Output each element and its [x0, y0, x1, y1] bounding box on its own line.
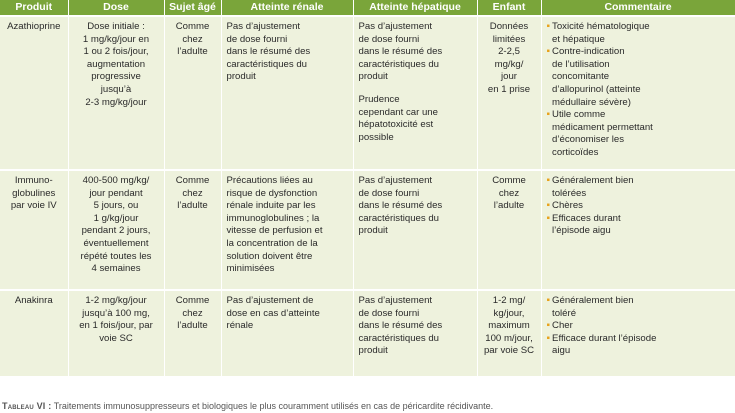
- cell-line: 1-2 mg/: [492, 295, 526, 306]
- square-bullet-icon: ▪: [546, 320, 551, 332]
- cell-enfant: [477, 170, 541, 290]
- bullet-text: [552, 175, 634, 200]
- header-enfant: Enfant: [477, 0, 541, 16]
- cell-line: augmentation: [86, 58, 146, 70]
- table-row: [0, 16, 735, 170]
- bullet-text: [552, 109, 653, 159]
- cell-line: dans le résumé des: [358, 320, 443, 332]
- cell-atteinte-hepatique: [353, 16, 477, 170]
- cell-line: immunoglobulines ; la: [226, 212, 320, 224]
- cell-line: de dose fourni: [226, 33, 288, 45]
- cell-line: de dose fourni: [358, 307, 420, 319]
- cell-line: kg/jour,: [493, 307, 525, 319]
- cell-dose: [68, 16, 164, 170]
- cell-atteinte-renale: [221, 16, 353, 170]
- cell-line: Azathioprine: [7, 21, 61, 32]
- cell-commentaire: [541, 16, 735, 170]
- cell-line: Pas d’ajustement: [226, 21, 301, 32]
- cell-line: progressive: [91, 71, 141, 83]
- cell-line: dans le résumé des: [358, 200, 443, 212]
- comment-bullet-item: [547, 333, 730, 358]
- cell-line: Données: [489, 21, 529, 32]
- cell-line: corticoïdes: [552, 146, 599, 158]
- cell-line: pendant 2 jours,: [81, 225, 151, 237]
- comment-bullet-item: [547, 200, 730, 213]
- comment-bullet-item: [547, 109, 730, 159]
- cell-line: et hépatique: [552, 33, 605, 45]
- cell-line: minimisées: [226, 263, 275, 275]
- cell-line: Cher: [552, 320, 573, 332]
- table-header-row: [0, 0, 735, 16]
- cell-line: dans le résumé des: [358, 46, 443, 58]
- cell-line: Anakinra: [14, 295, 53, 306]
- table-body: [0, 16, 735, 376]
- bullet-text: [552, 295, 634, 320]
- cell-line: rénale: [226, 320, 254, 332]
- cell-line: solution doivent être: [226, 250, 313, 262]
- cell-line: chez: [182, 187, 203, 199]
- cell-line: de dose fourni: [358, 33, 420, 45]
- square-bullet-icon: ▪: [546, 295, 551, 306]
- comment-bullet-item: [547, 175, 730, 200]
- cell-atteinte-hepatique: [353, 290, 477, 376]
- cell-line: risque de dysfonction: [226, 187, 318, 199]
- cell-line: dans le résumé des: [226, 46, 311, 58]
- cell-line: jour: [501, 71, 517, 83]
- bullet-text: [552, 333, 656, 358]
- cell-line: produit: [358, 225, 388, 237]
- square-bullet-icon: ▪: [546, 21, 551, 32]
- caption-label: Tableau VI :: [2, 401, 52, 411]
- cell-line: jusqu’à: [100, 83, 132, 95]
- cell-sujet-age: [164, 16, 221, 170]
- cell-line: Comme: [175, 175, 210, 186]
- bullet-text: [552, 320, 573, 333]
- comment-bullet-item: [547, 295, 730, 320]
- cell-atteinte-renale: [221, 170, 353, 290]
- square-bullet-icon: ▪: [546, 46, 551, 58]
- comment-bullet-item: [547, 21, 730, 46]
- cell-line: Comme: [175, 295, 210, 306]
- cell-line: chez: [182, 33, 203, 45]
- cell-line: Pas d’ajustement: [358, 175, 433, 186]
- cell-line: d’allopurinol (atteinte: [552, 83, 641, 95]
- cell-line: rénale induite par les: [226, 200, 316, 212]
- cell-line: Pas d’ajustement: [358, 295, 433, 306]
- cell-line: jour pendant: [89, 187, 143, 199]
- square-bullet-icon: ▪: [546, 212, 551, 224]
- cell-line: par voie IV: [10, 200, 57, 212]
- cell-paragraph: [227, 21, 348, 84]
- cell-line: possible: [358, 131, 394, 143]
- cell-line: 4 semaines: [91, 263, 141, 275]
- cell-line: produit: [358, 71, 388, 83]
- cell-line: Efficaces durant: [552, 212, 621, 224]
- cell-line: l’adulte: [177, 46, 208, 58]
- cell-line: Généralement bien: [552, 295, 634, 306]
- cell-line: médicament permettant: [552, 121, 653, 133]
- header-dose: Dose: [68, 0, 164, 16]
- cell-line: la concentration de la: [226, 237, 318, 249]
- cell-dose: [68, 290, 164, 376]
- cell-enfant: [477, 16, 541, 170]
- cell-line: caractéristiques du: [358, 58, 440, 70]
- bullet-text: [552, 46, 641, 109]
- cell-line: Comme: [175, 21, 210, 32]
- cell-line: 100 m/jour,: [485, 332, 533, 344]
- header-produit: Produit: [0, 0, 68, 16]
- cell-line: chez: [182, 307, 203, 319]
- cell-line: d’économiser les: [552, 134, 625, 146]
- cell-paragraph: [359, 175, 472, 238]
- cell-paragraph: [359, 94, 472, 144]
- header-sujet-age: Sujet âgé: [164, 0, 221, 16]
- cell-line: par voie SC: [483, 345, 535, 357]
- cell-line: maximum: [488, 320, 530, 332]
- cell-line: limitées: [492, 33, 526, 45]
- cell-commentaire: [541, 290, 735, 376]
- cell-line: cependant car une: [358, 106, 438, 118]
- cell-dose: [68, 170, 164, 290]
- cell-line: Dose initiale :: [87, 21, 145, 32]
- cell-line: hépatotoxicité est: [358, 119, 434, 131]
- cell-line: 1-2 mg/kg/jour: [85, 295, 147, 306]
- cell-produit: [0, 16, 68, 170]
- table-caption: [2, 401, 493, 412]
- cell-line: l’adulte: [177, 200, 208, 212]
- cell-line: produit: [358, 345, 388, 357]
- comment-bullet-item: [547, 320, 730, 333]
- cell-line: Toxicité hématologique: [552, 21, 650, 32]
- cell-line: caractéristiques du: [358, 212, 440, 224]
- cell-line: 2-2,5 mg/kg/: [494, 46, 524, 70]
- cell-line: Efficace durant l’épisode: [552, 332, 657, 344]
- cell-commentaire: [541, 170, 735, 290]
- cell-line: voie SC: [99, 332, 133, 344]
- cell-line: vitesse de perfusion et: [226, 225, 323, 237]
- cell-atteinte-hepatique: [353, 170, 477, 290]
- square-bullet-icon: ▪: [546, 332, 551, 344]
- cell-line: concomitante: [552, 71, 610, 83]
- header-atteinte-hepatique: Atteinte hépatique: [353, 0, 477, 16]
- cell-paragraph: [359, 295, 472, 358]
- cell-line: dose en cas d’atteinte: [226, 307, 320, 319]
- cell-line: 2-3 mg/kg/jour: [85, 96, 147, 108]
- cell-line: produit: [226, 71, 256, 83]
- cell-line: de dose fourni: [358, 187, 420, 199]
- cell-produit: [0, 290, 68, 376]
- cell-line: toléré: [552, 307, 577, 319]
- cell-paragraph: [227, 295, 348, 333]
- cell-line: Pas d’ajustement de: [226, 295, 314, 306]
- cell-paragraph: [359, 21, 472, 84]
- comment-bullet-item: [547, 213, 730, 238]
- cell-line: chez l’adulte: [493, 187, 525, 212]
- cell-line: jusqu’à 100 mg,: [82, 307, 150, 319]
- cell-produit: [0, 170, 68, 290]
- cell-sujet-age: [164, 290, 221, 376]
- cell-line: tolérées: [552, 187, 587, 199]
- cell-sujet-age: [164, 170, 221, 290]
- header-commentaire: Commentaire: [541, 0, 735, 16]
- cell-line: l’adulte: [177, 320, 208, 332]
- cell-line: 1 mg/kg/jour en: [82, 33, 150, 45]
- cell-line: en 1 prise: [487, 83, 531, 95]
- cell-line: 1 g/kg/jour: [93, 212, 139, 224]
- table-row: [0, 290, 735, 376]
- square-bullet-icon: ▪: [546, 175, 551, 186]
- cell-line: Contre-indication: [552, 46, 625, 58]
- square-bullet-icon: ▪: [546, 109, 551, 121]
- cell-line: Pas d’ajustement: [358, 21, 433, 32]
- cell-line: caractéristiques du: [226, 58, 308, 70]
- cell-line: Prudence: [358, 93, 400, 105]
- cell-line: éventuellement: [83, 237, 149, 249]
- header-atteinte-renale: Atteinte rénale: [221, 0, 353, 16]
- table-row: [0, 170, 735, 290]
- cell-line: Précautions liées au: [226, 175, 313, 186]
- cell-line: 1 ou 2 fois/jour,: [83, 46, 149, 58]
- cell-line: caractéristiques du: [358, 332, 440, 344]
- cell-line: l’épisode aigu: [552, 225, 611, 237]
- bullet-text: [552, 200, 583, 213]
- cell-line: aigu: [552, 345, 571, 357]
- comment-bullet-item: [547, 46, 730, 109]
- cell-line: en 1 fois/jour, par: [79, 320, 153, 332]
- cell-line: Immuno-: [14, 175, 53, 186]
- cell-line: répété toutes les: [80, 250, 152, 262]
- cell-line: médullaire sévère): [552, 96, 631, 108]
- cell-line: Généralement bien: [552, 175, 634, 186]
- cell-paragraph: [227, 175, 348, 276]
- bullet-text: [552, 21, 650, 46]
- cell-enfant: [477, 290, 541, 376]
- cell-line: 400-500 mg/kg/: [82, 175, 150, 186]
- cell-line: Utile comme: [552, 109, 606, 121]
- cell-line: Comme: [492, 175, 526, 186]
- cell-line: globulines: [12, 187, 56, 199]
- cell-line: Chères: [552, 200, 583, 212]
- cell-line: 5 jours, ou: [93, 200, 139, 212]
- cell-line: de l’utilisation: [552, 58, 610, 70]
- bullet-text: [552, 213, 621, 238]
- caption-text: Traitements immunosuppresseurs et biologiques le plus couramment utilisés en cas de péricardite récidivante.: [51, 401, 494, 411]
- square-bullet-icon: ▪: [546, 200, 551, 212]
- cell-atteinte-renale: [221, 290, 353, 376]
